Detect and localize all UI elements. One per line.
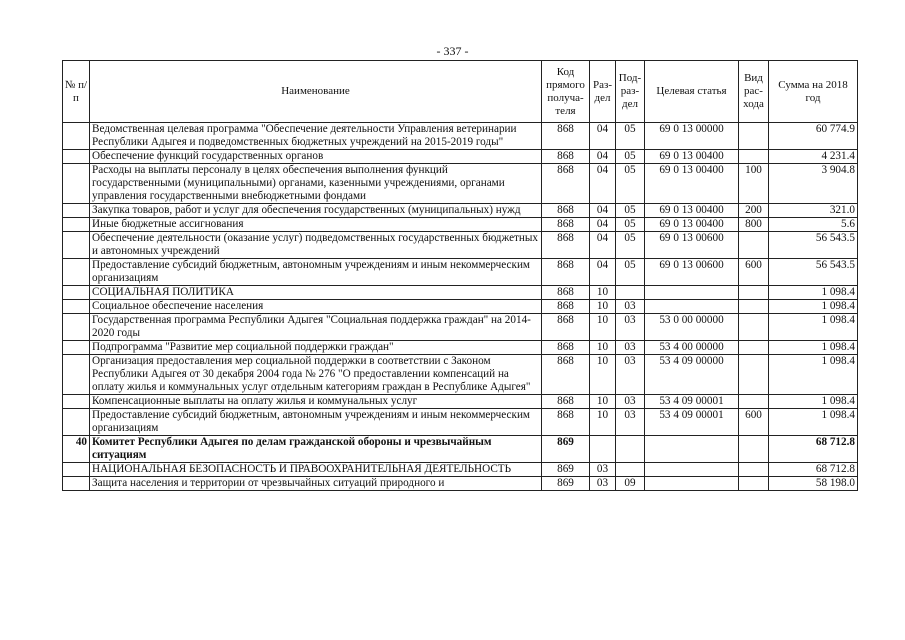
row-amount: 4 231.4 bbox=[769, 150, 858, 164]
row-section: 04 bbox=[590, 123, 616, 150]
row-section: 10 bbox=[590, 355, 616, 395]
table-row bbox=[63, 232, 858, 259]
row-section: 04 bbox=[590, 164, 616, 204]
row-name: Расходы на выплаты персоналу в целях обеспечения выполнения функций государственными (муниципальными) органами, казенными учреждениями, органами управления государственными внебюджетными фондами bbox=[90, 164, 542, 204]
table-row bbox=[63, 150, 858, 164]
row-expense-type: 800 bbox=[739, 218, 769, 232]
row-target: 69 0 13 00400 bbox=[645, 164, 739, 204]
row-expense-type bbox=[739, 300, 769, 314]
row-amount: 56 543.5 bbox=[769, 259, 858, 286]
row-subsection: 03 bbox=[616, 300, 645, 314]
row-num bbox=[63, 314, 90, 341]
row-code: 869 bbox=[542, 477, 590, 491]
row-section bbox=[590, 436, 616, 463]
row-code: 868 bbox=[542, 164, 590, 204]
row-target: 53 4 00 00000 bbox=[645, 341, 739, 355]
row-section: 03 bbox=[590, 477, 616, 491]
header-subsection: Под-раз-дел bbox=[616, 61, 645, 123]
row-subsection: 05 bbox=[616, 204, 645, 218]
table-row bbox=[63, 204, 858, 218]
row-amount: 3 904.8 bbox=[769, 164, 858, 204]
row-amount: 58 198.0 bbox=[769, 477, 858, 491]
row-target: 69 0 13 00400 bbox=[645, 150, 739, 164]
row-code: 868 bbox=[542, 204, 590, 218]
row-expense-type bbox=[739, 463, 769, 477]
row-target bbox=[645, 300, 739, 314]
row-code: 868 bbox=[542, 314, 590, 341]
row-code: 869 bbox=[542, 463, 590, 477]
row-code: 868 bbox=[542, 355, 590, 395]
row-name: Обеспечение деятельности (оказание услуг) подведомственных государственных бюджетных и автономных учреждений bbox=[90, 232, 542, 259]
row-num bbox=[63, 300, 90, 314]
row-subsection: 03 bbox=[616, 409, 645, 436]
row-target: 69 0 13 00600 bbox=[645, 232, 739, 259]
row-name: Государственная программа Республики Адыгея "Социальная поддержка граждан" на 2014-2020 годы bbox=[90, 314, 542, 341]
row-subsection: 03 bbox=[616, 341, 645, 355]
row-section: 10 bbox=[590, 286, 616, 300]
row-target bbox=[645, 286, 739, 300]
table-row bbox=[63, 477, 858, 491]
row-amount: 1 098.4 bbox=[769, 286, 858, 300]
row-expense-type bbox=[739, 355, 769, 395]
table-header-row bbox=[63, 61, 858, 123]
row-expense-type bbox=[739, 286, 769, 300]
row-name: Компенсационные выплаты на оплату жилья и коммунальных услуг bbox=[90, 395, 542, 409]
header-target: Целевая статья bbox=[645, 61, 739, 123]
row-code: 868 bbox=[542, 300, 590, 314]
row-target: 53 4 09 00001 bbox=[645, 409, 739, 436]
row-name: Предоставление субсидий бюджетным, автономным учреждениям и иным некоммерческим организациям bbox=[90, 259, 542, 286]
row-subsection bbox=[616, 286, 645, 300]
row-subsection: 05 bbox=[616, 150, 645, 164]
row-num bbox=[63, 150, 90, 164]
row-section: 10 bbox=[590, 341, 616, 355]
row-amount: 60 774.9 bbox=[769, 123, 858, 150]
row-code: 868 bbox=[542, 409, 590, 436]
row-expense-type bbox=[739, 436, 769, 463]
row-section: 10 bbox=[590, 300, 616, 314]
row-target: 53 4 09 00001 bbox=[645, 395, 739, 409]
row-code: 868 bbox=[542, 232, 590, 259]
row-subsection bbox=[616, 463, 645, 477]
row-subsection: 03 bbox=[616, 355, 645, 395]
row-target bbox=[645, 436, 739, 463]
row-code: 868 bbox=[542, 395, 590, 409]
row-target: 53 4 09 00000 bbox=[645, 355, 739, 395]
row-name: Подпрограмма "Развитие мер социальной поддержки граждан" bbox=[90, 341, 542, 355]
row-amount: 1 098.4 bbox=[769, 300, 858, 314]
row-num bbox=[63, 123, 90, 150]
table-row bbox=[63, 409, 858, 436]
row-amount: 1 098.4 bbox=[769, 395, 858, 409]
row-section: 04 bbox=[590, 259, 616, 286]
row-target: 69 0 13 00600 bbox=[645, 259, 739, 286]
row-name: Обеспечение функций государственных органов bbox=[90, 150, 542, 164]
table-row bbox=[63, 286, 858, 300]
row-num bbox=[63, 463, 90, 477]
header-name: Наименование bbox=[90, 61, 542, 123]
row-code: 868 bbox=[542, 150, 590, 164]
row-amount: 1 098.4 bbox=[769, 409, 858, 436]
row-code: 868 bbox=[542, 123, 590, 150]
row-amount: 56 543.5 bbox=[769, 232, 858, 259]
row-target bbox=[645, 463, 739, 477]
header-num: № п/п bbox=[63, 61, 90, 123]
page-number: - 337 - bbox=[436, 44, 469, 58]
row-subsection: 03 bbox=[616, 395, 645, 409]
table-row bbox=[63, 300, 858, 314]
table-row bbox=[63, 314, 858, 341]
row-code: 869 bbox=[542, 436, 590, 463]
row-target: 53 0 00 00000 bbox=[645, 314, 739, 341]
row-num bbox=[63, 409, 90, 436]
row-subsection bbox=[616, 436, 645, 463]
row-amount: 1 098.4 bbox=[769, 341, 858, 355]
row-num bbox=[63, 477, 90, 491]
row-code: 868 bbox=[542, 259, 590, 286]
table-row bbox=[63, 164, 858, 204]
row-num bbox=[63, 259, 90, 286]
row-section: 04 bbox=[590, 218, 616, 232]
row-name: Иные бюджетные ассигнования bbox=[90, 218, 542, 232]
row-target bbox=[645, 477, 739, 491]
row-num bbox=[63, 204, 90, 218]
row-section: 04 bbox=[590, 150, 616, 164]
row-expense-type bbox=[739, 477, 769, 491]
header-expense-type: Вид рас-хода bbox=[739, 61, 769, 123]
row-expense-type: 600 bbox=[739, 409, 769, 436]
row-num bbox=[63, 232, 90, 259]
row-section: 03 bbox=[590, 463, 616, 477]
row-section: 10 bbox=[590, 314, 616, 341]
row-name: Закупка товаров, работ и услуг для обеспечения государственных (муниципальных) нужд bbox=[90, 204, 542, 218]
row-expense-type bbox=[739, 123, 769, 150]
table-row bbox=[63, 395, 858, 409]
row-name: Защита населения и территории от чрезвычайных ситуаций природного и bbox=[90, 477, 542, 491]
row-name: Ведомственная целевая программа "Обеспечение деятельности Управления ветеринарии Республики Адыгея и подведомственных бюджетных учреждений на 2015-2019 годы" bbox=[90, 123, 542, 150]
table-row bbox=[63, 123, 858, 150]
row-name: Организация предоставления мер социальной поддержки в соответствии с Законом Республики Адыгея от 30 декабря 2004 года № 276 "О предоставлении компенсаций на оплату жилья и коммунальных услуг отдельным категориям граждан в Республике Адыгея" bbox=[90, 355, 542, 395]
header-amount: Сумма на 2018 год bbox=[769, 61, 858, 123]
row-subsection: 05 bbox=[616, 164, 645, 204]
row-code: 868 bbox=[542, 286, 590, 300]
row-amount: 5.6 bbox=[769, 218, 858, 232]
row-expense-type: 100 bbox=[739, 164, 769, 204]
table-row bbox=[63, 259, 858, 286]
row-amount: 1 098.4 bbox=[769, 355, 858, 395]
row-subsection: 05 bbox=[616, 232, 645, 259]
row-subsection: 05 bbox=[616, 123, 645, 150]
row-section: 04 bbox=[590, 204, 616, 218]
row-num: 40 bbox=[63, 436, 90, 463]
row-name: Социальное обеспечение населения bbox=[90, 300, 542, 314]
row-expense-type bbox=[739, 341, 769, 355]
row-section: 10 bbox=[590, 395, 616, 409]
row-code: 868 bbox=[542, 341, 590, 355]
row-expense-type: 200 bbox=[739, 204, 769, 218]
table-row bbox=[63, 355, 858, 395]
table-row bbox=[63, 436, 858, 463]
row-section: 10 bbox=[590, 409, 616, 436]
row-name: Комитет Республики Адыгея по делам гражданской обороны и чрезвычайным ситуациям bbox=[90, 436, 542, 463]
row-code: 868 bbox=[542, 218, 590, 232]
row-amount: 68 712.8 bbox=[769, 436, 858, 463]
table-row bbox=[63, 463, 858, 477]
row-expense-type: 600 bbox=[739, 259, 769, 286]
row-subsection: 03 bbox=[616, 314, 645, 341]
table-body bbox=[63, 123, 858, 491]
header-section: Раз-дел bbox=[590, 61, 616, 123]
row-num bbox=[63, 341, 90, 355]
row-amount: 1 098.4 bbox=[769, 314, 858, 341]
row-amount: 321.0 bbox=[769, 204, 858, 218]
table-row bbox=[63, 341, 858, 355]
table-row bbox=[63, 218, 858, 232]
row-num bbox=[63, 286, 90, 300]
row-expense-type bbox=[739, 232, 769, 259]
row-num bbox=[63, 218, 90, 232]
row-expense-type bbox=[739, 150, 769, 164]
row-num bbox=[63, 164, 90, 204]
row-name: СОЦИАЛЬНАЯ ПОЛИТИКА bbox=[90, 286, 542, 300]
row-expense-type bbox=[739, 314, 769, 341]
row-subsection: 05 bbox=[616, 218, 645, 232]
row-subsection: 05 bbox=[616, 259, 645, 286]
row-subsection: 09 bbox=[616, 477, 645, 491]
row-target: 69 0 13 00400 bbox=[645, 218, 739, 232]
header-code: Код прямого получа-теля bbox=[542, 61, 590, 123]
budget-table bbox=[62, 60, 858, 491]
row-num bbox=[63, 355, 90, 395]
row-amount: 68 712.8 bbox=[769, 463, 858, 477]
row-name: НАЦИОНАЛЬНАЯ БЕЗОПАСНОСТЬ И ПРАВООХРАНИТЕЛЬНАЯ ДЕЯТЕЛЬНОСТЬ bbox=[90, 463, 542, 477]
row-expense-type bbox=[739, 395, 769, 409]
row-target: 69 0 13 00000 bbox=[645, 123, 739, 150]
row-target: 69 0 13 00400 bbox=[645, 204, 739, 218]
row-section: 04 bbox=[590, 232, 616, 259]
row-num bbox=[63, 395, 90, 409]
row-name: Предоставление субсидий бюджетным, автономным учреждениям и иным некоммерческим организациям bbox=[90, 409, 542, 436]
